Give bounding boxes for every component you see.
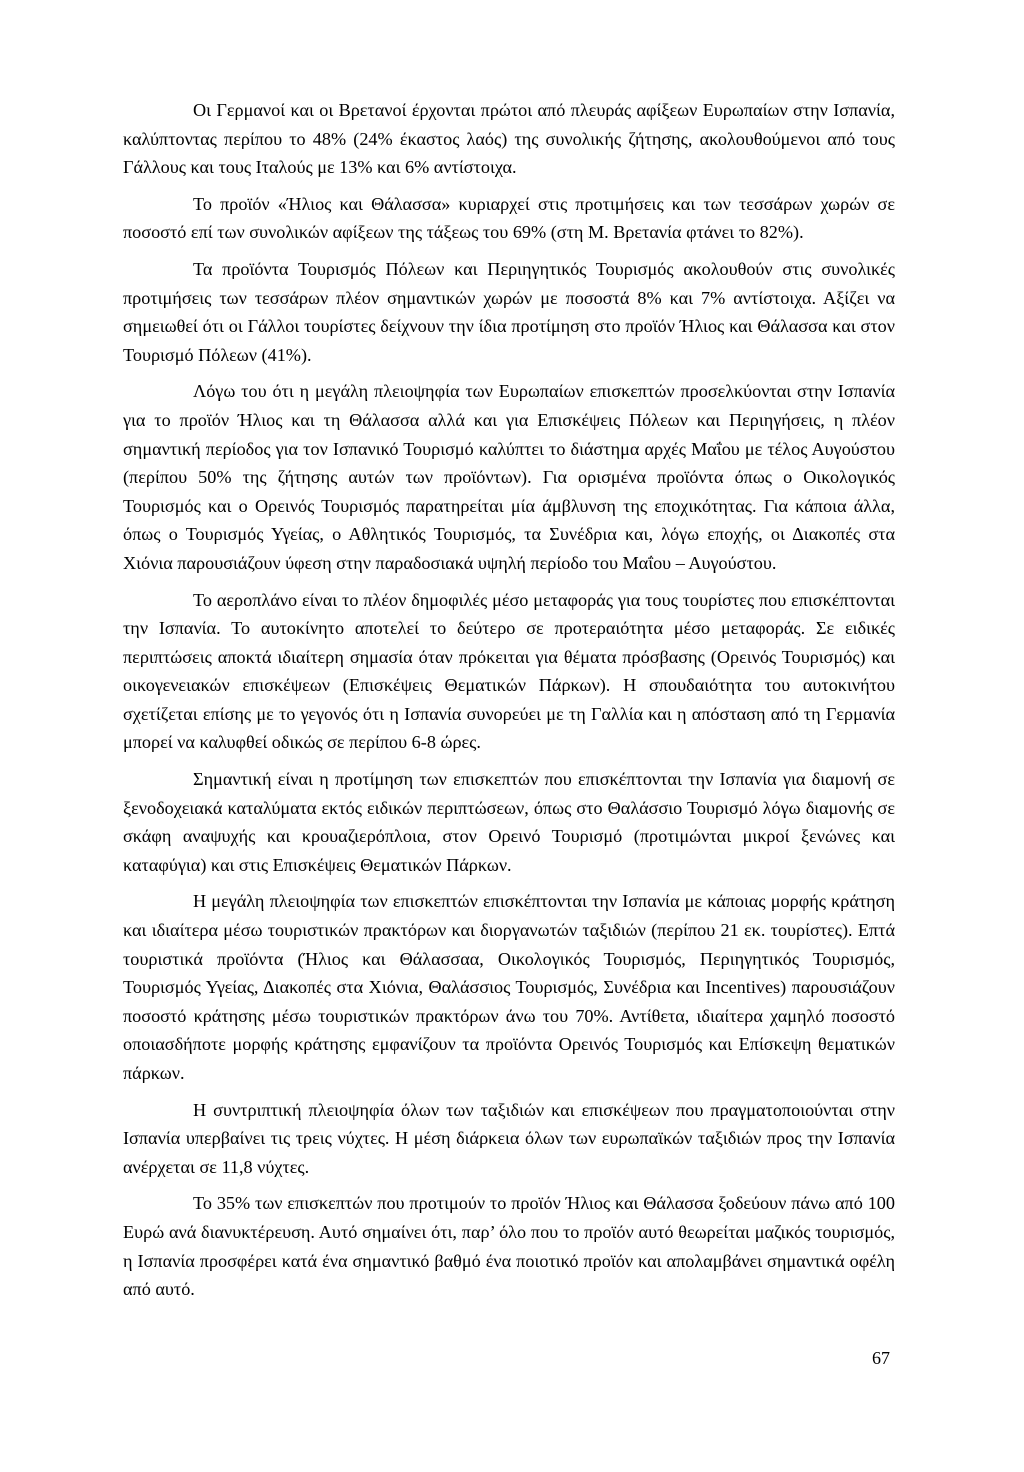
paragraph-8: Η συντριπτική πλειοψηφία όλων των ταξιδιών και επισκέψεων που πραγματοποιούνται στην Ισπανία υπερβαίνει τις τρεις νύχτες. Η μέση διάρκεια όλων των ευρωπαϊκών ταξιδιών προς την Ισπανία ανέρχεται σε 11,8 νύχτες. [123, 1099, 895, 1177]
paragraph-7: Η μεγάλη πλειοψηφία των επισκεπτών επισκέπτονται την Ισπανία με κάποιας μορφής κράτηση και ιδιαίτερα μέσω τουριστικών πρακτόρων και διοργανωτών ταξιδιών (περίπου 21 εκ. τουρίστες). Επτά τουριστικά προϊόντα (Ήλιος και Θάλασσαα, Οικολογικός Τουρισμός, Περιηγητικός Τουρισμός, Τουρισμός Υγείας, Διακοπές στα Χιόνια, Θαλάσσιος Τουρισμός, Συνέδρια και Incentives) παρουσιάζουν ποσοστό κράτησης μέσω τουριστικών πρακτόρων άνω του 70%. Αντίθετα, ιδιαίτερα χαμηλό ποσοστό οποιασδήποτε μορφής κράτησης εμφανίζουν τα προϊόντα Ορεινός Τουρισμός και Επίσκεψη θεματικών πάρκων. [123, 891, 895, 1083]
paragraph-9: Το 35% των επισκεπτών που προτιμούν το προϊόν Ήλιος και Θάλασσα ξοδεύουν πάνω από 100 Ευρώ ανά διανυκτέρευση. Αυτό σημαίνει ότι, παρ’ όλο που το προϊόν αυτό θεωρείται μαζικός τουρισμός, η Ισπανία προσφέρει κατά ένα σημαντικό βαθμό ένα ποιοτικό προϊόν και απολαμβάνει σημαντικά οφέλη από αυτό. [123, 1193, 895, 1300]
body-text [123, 96, 895, 1312]
paragraph-1: Οι Γερμανοί και οι Βρετανοί έρχονται πρώτοι από πλευράς αφίξεων Ευρωπαίων στην Ισπανία, καλύπτοντας περίπου το 48% (24% έκαστος λαός) της συνολικής ζήτησης, ακολουθούμενοι από τους Γάλλους και τους Ιταλούς με 13% και 6% αντίστοιχα. [123, 100, 895, 178]
paragraph-5: Το αεροπλάνο είναι το πλέον δημοφιλές μέσο μεταφοράς για τους τουρίστες που επισκέπτονται την Ισπανία. Το αυτοκίνητο αποτελεί το δεύτερο σε προτεραιότητα μέσο μεταφοράς. Σε ειδικές περιπτώσεις αποκτά ιδιαίτερη σημασία όταν πρόκειται για θέματα πρόσβασης (Ορεινός Τουρισμός) και οικογενειακών επισκέψεων (Επισκέψεις Θεματικών Πάρκων). Η σπουδαιότητα του αυτοκινήτου σχετίζεται επίσης με το γεγονός ότι η Ισπανία συνορεύει με τη Γαλλία και η απόσταση από τη Γερμανία μπορεί να καλυφθεί οδικώς σε περίπου 6-8 ώρες. [123, 589, 895, 753]
paragraph-3: Τα προϊόντα Τουρισμός Πόλεων και Περιηγητικός Τουρισμός ακολουθούν στις συνολικές προτιμήσεις των τεσσάρων πλέον σημαντικών χωρών με ποσοστά 8% και 7% αντίστοιχα. Αξίζει να σημειωθεί ότι οι Γάλλοι τουρίστες δείχνουν την ίδια προτίμηση στο προϊόν Ήλιος και Θάλασσα και στον Τουρισμό Πόλεων (41%). [123, 258, 895, 365]
paragraph-2: Το προϊόν «Ήλιος και Θάλασσα» κυριαρχεί στις προτιμήσεις και των τεσσάρων χωρών σε ποσοστό επί των συνολικών αφίξεων της τάξεως του 69% (στη Μ. Βρετανία φτάνει το 82%). [123, 193, 895, 243]
page-number: 67 [872, 1348, 890, 1368]
paragraph-6: Σημαντική είναι η προτίμηση των επισκεπτών που επισκέπτονται την Ισπανία για διαμονή σε ξενοδοχειακά καταλύματα εκτός ειδικών περιπτώσεων, όπως στο Θαλάσσιο Τουρισμό λόγω διαμονής σε σκάφη αναψυχής και κρουαζιερόπλοια, στον Ορεινό Τουρισμό (προτιμώνται μικροί ξενώνες και καταφύγια) και στις Επισκέψεις Θεματικών Πάρκων. [123, 769, 895, 875]
paragraph-4: Λόγω του ότι η μεγάλη πλειοψηφία των Ευρωπαίων επισκεπτών προσελκύονται στην Ισπανία για το προϊόν Ήλιος και τη Θάλασσα αλλά και για Επισκέψεις Πόλεων και Περιηγήσεις, η πλέον σημαντική περίοδος για τον Ισπανικό Τουρισμό καλύπτει το διάστημα αρχές Μαΐου με τέλος Αυγούστου (περίπου 50% της ζήτησης αυτών των προϊόντων). Για ορισμένα προϊόντα όπως ο Οικολογικός Τουρισμός και ο Ορεινός Τουρισμός παρατηρείται μία άμβλυνση της εποχικότητας. Για κάποια άλλα, όπως ο Τουρισμός Υγείας, ο Αθλητικός Τουρισμός, τα Συνέδρια και, λόγω εποχής, οι Διακοπές στα Χιόνια παρουσιάζουν ύφεση στην παραδοσιακά υψηλή περίοδο του Μαΐου – Αυγούστου. [123, 381, 895, 573]
